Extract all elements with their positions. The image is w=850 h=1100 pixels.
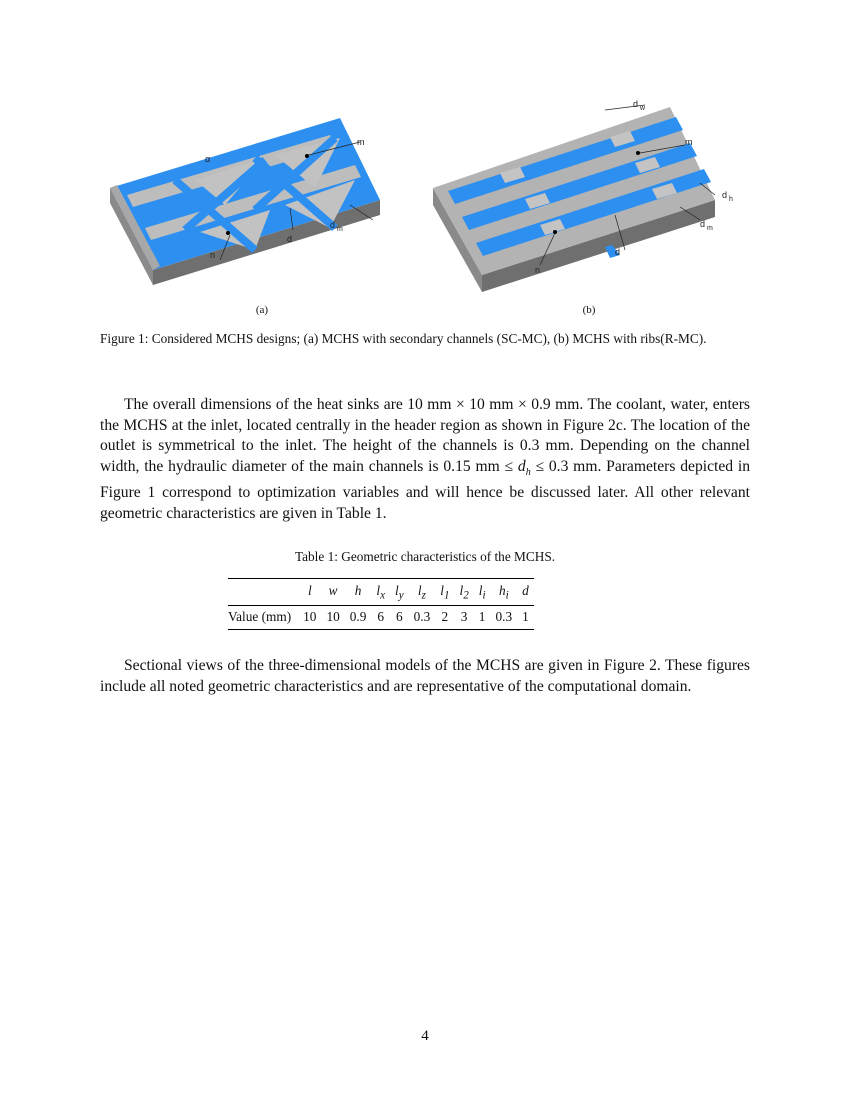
paragraph-text: The overall dimensions of the heat sinks are 10 mm × 10 mm × 0.9 mm. The coolant, water, enters the MCHS at the inlet, located centrally in the header region as shown in Figure 2c. The location of the outlet is symmetrical to the inlet. The height of the channels is 0.3 mm. Depending on the channel width, the hydraulic diameter of the main channels is 0.15 mm ≤	[100, 396, 750, 475]
table-header-cell: $l_1$	[440, 583, 450, 602]
dimension-line	[605, 105, 645, 110]
body-paragraph-1	[100, 395, 750, 524]
geometry-table	[228, 578, 534, 630]
annotation-dm-d: d	[330, 220, 336, 230]
table-cell: 3	[460, 608, 468, 624]
annotation-dh-d: d	[722, 190, 728, 200]
paragraph-text: ≤ 0.3 mm. Parameters depicted in Figure 1 correspond to optimization variables and will hence be discussed later. All other relevant geometric characteristics are given in Table 1.	[100, 457, 750, 522]
table-cell: 10	[326, 608, 340, 624]
annotation-n: n	[210, 250, 216, 260]
point-marker	[636, 151, 640, 155]
table-header-cell: l	[307, 583, 312, 598]
table-cell: 0.3	[413, 608, 431, 624]
figure-caption: Figure 1: Considered MCHS designs; (a) MCHS with secondary channels (SC-MC), (b) MCHS with ribs(R-MC).	[100, 331, 707, 346]
table-row	[228, 605, 534, 629]
table-cell: 6	[377, 608, 384, 624]
subfigure-label-b: (b)	[582, 304, 596, 316]
table-header-cell: d	[522, 583, 529, 598]
table-cell: 1	[478, 608, 486, 624]
annotation-m: m	[685, 137, 693, 147]
table-header-cell: $h_i$	[498, 583, 509, 602]
table-header-cell: h	[354, 583, 362, 598]
annotation-d: d	[287, 234, 293, 244]
annotation-dw-w: w	[640, 105, 646, 112]
point-marker	[226, 231, 230, 235]
table-header-cell: $l_i$	[478, 583, 486, 602]
figure-1b-r-mc-render	[430, 95, 740, 300]
annotation-d: d	[615, 247, 621, 257]
annotation-n: n	[535, 265, 541, 275]
annotation-alpha: α	[205, 154, 211, 164]
table-header-cell: $l_2$	[459, 583, 469, 602]
table-header-cell: $l_x$	[376, 583, 385, 602]
table-cell: 2	[441, 608, 449, 624]
page-number: 4	[421, 1028, 429, 1044]
body-paragraph-2: Sectional views of the three-dimensional models of the MCHS are given in Figure 2. These figures include all noted geometric characteristics and are representative of the computational domain.	[100, 657, 750, 695]
table-cell: 0.9	[349, 608, 367, 624]
subfigure-label-a: (a)	[255, 304, 269, 316]
annotation-dh-h: h	[729, 196, 733, 203]
table-row-label: Value (mm)	[228, 608, 292, 624]
table-header-cell: $l_z$	[417, 583, 426, 602]
annotation-dm-m: m	[707, 225, 713, 232]
point-marker	[553, 230, 557, 234]
table-header-cell: w	[328, 583, 338, 598]
table-caption: Table 1: Geometric characteristics of the MCHS.	[294, 549, 556, 564]
annotation-m: m	[357, 137, 365, 147]
math-symbol-d: d	[517, 457, 526, 475]
figure-1a-sc-mc-render	[105, 110, 395, 295]
point-marker	[305, 154, 309, 158]
table-cell: 0.3	[495, 608, 513, 624]
annotation-dw-d: d	[633, 99, 639, 109]
table-header-empty	[228, 579, 298, 606]
math-subscript-h: h	[525, 466, 531, 478]
table-cell: 6	[395, 608, 403, 624]
annotation-dm-d: d	[700, 219, 706, 229]
table-header-cell: $l_y$	[394, 583, 404, 602]
table-header-row	[228, 579, 534, 606]
annotation-dm-m: m	[337, 226, 343, 233]
table-cell: 10	[303, 608, 317, 624]
table-cell: 1	[522, 608, 529, 624]
